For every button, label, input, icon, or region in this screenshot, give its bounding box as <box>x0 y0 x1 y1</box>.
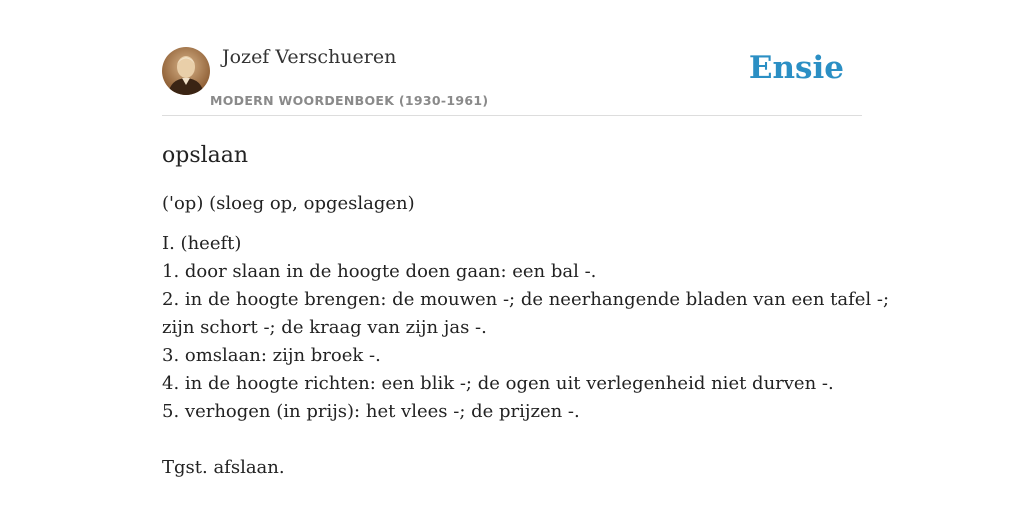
source-dictionary[interactable]: MODERN WOORDENBOEK (1930-1961) <box>210 93 489 108</box>
definition-line: 4. in de hoogte richten: een blik -; de ogen uit verlegenheid niet durven -. <box>162 373 834 394</box>
avatar[interactable] <box>162 47 210 95</box>
author-portrait-icon <box>162 47 210 95</box>
see-also: Tgst. afslaan. <box>162 457 285 478</box>
definition-line: zijn schort -; de kraag van zijn jas -. <box>162 317 487 338</box>
entry-header <box>162 38 862 116</box>
brand-logo[interactable]: Ensie <box>748 50 844 86</box>
definition-line: 3. omslaan: zijn broek -. <box>162 345 381 366</box>
definition-list <box>162 230 890 426</box>
entry-card <box>162 38 890 482</box>
author-name[interactable]: Jozef Verschueren <box>222 46 397 68</box>
definition-line: 2. in de hoogte brengen: de mouwen -; de neerhangende bladen van een tafel -; <box>162 289 890 310</box>
definition-line: 5. verhogen (in prijs): het vlees -; de prijzen -. <box>162 401 580 422</box>
definition-line: 1. door slaan in de hoogte doen gaan: een bal -. <box>162 261 597 282</box>
entry-word: opslaan <box>162 143 249 168</box>
definition-line: I. (heeft) <box>162 233 242 254</box>
entry-pronunciation: ('op) (sloeg op, opgeslagen) <box>162 193 415 214</box>
